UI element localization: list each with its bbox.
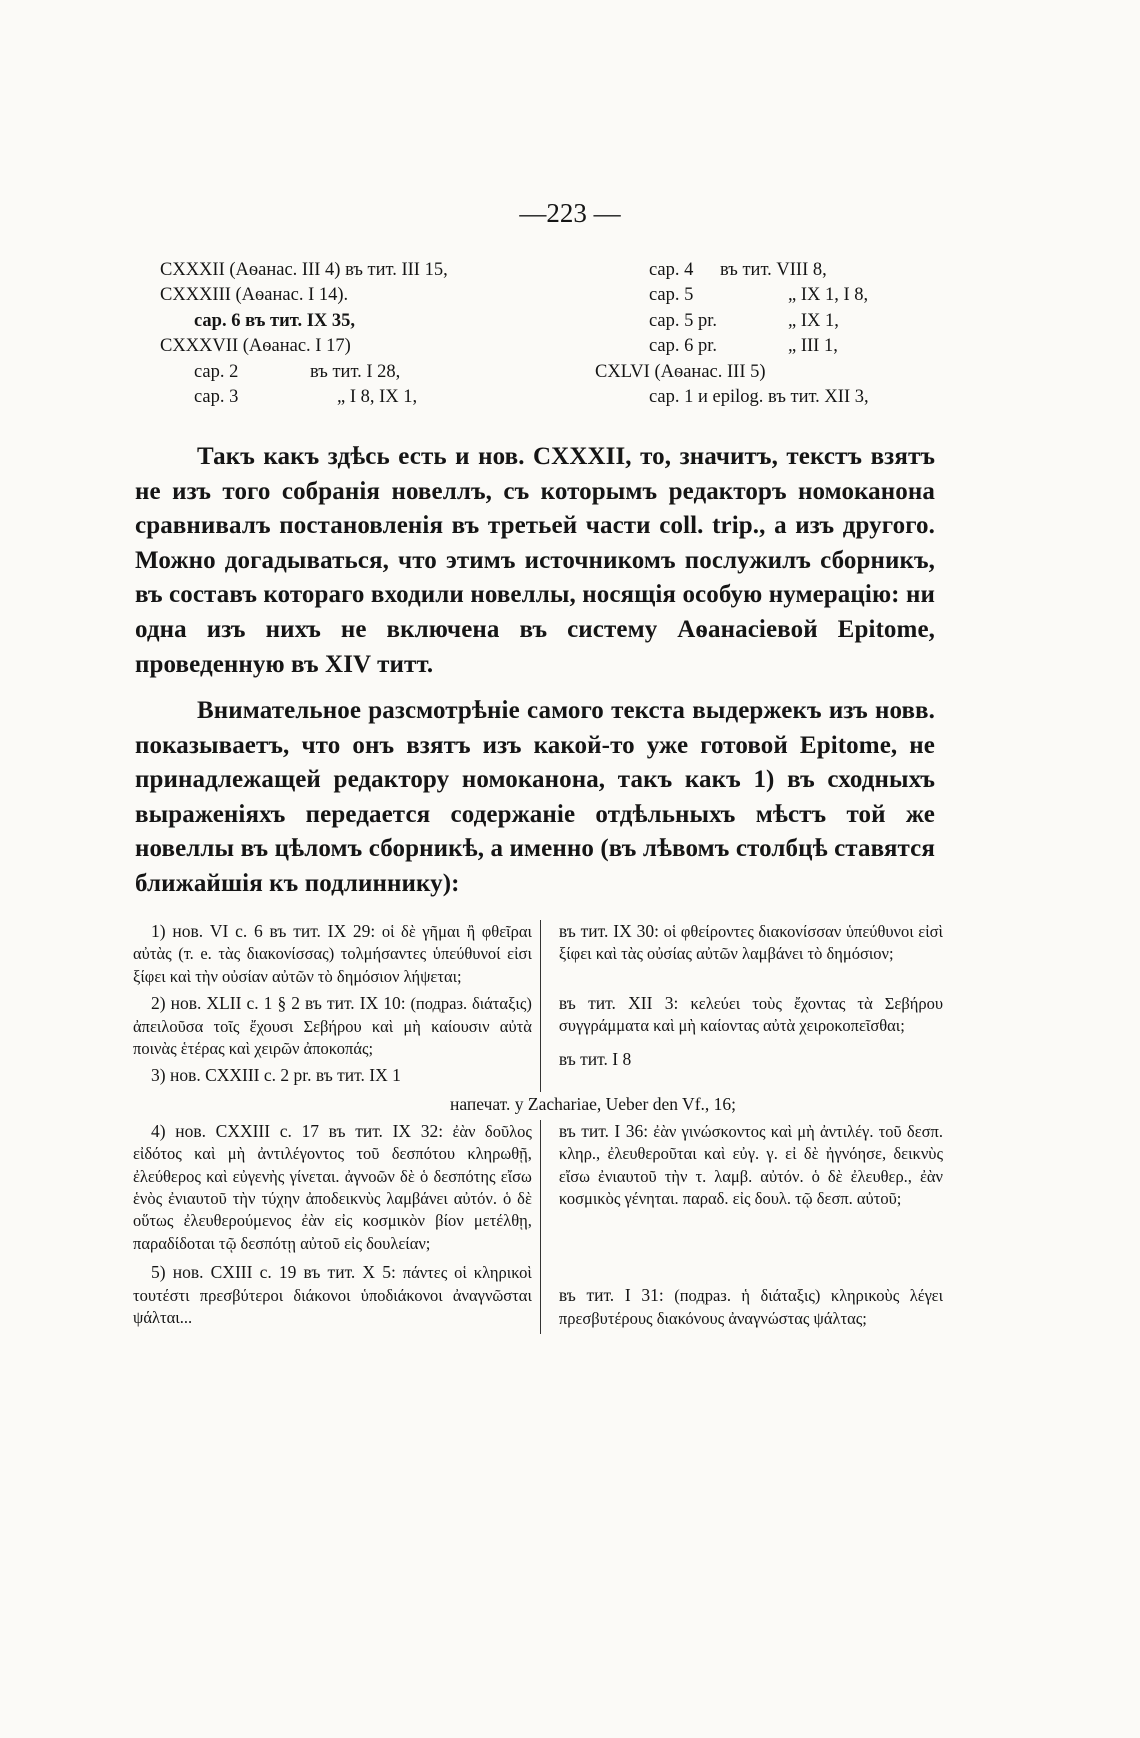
index-row: сар. 3 „ I 8, IX 1, (194, 386, 418, 407)
index-row: CXXXVII (Аѳанас. I 17) (160, 336, 351, 357)
quote-item: въ тит. XII 3: κελεύει τοὺς ἔχοντας τὰ Σεβήρου συγγράμματα καὶ μὴ καίοντας αὐτὰ χειροκοπεῖσθαι; (558, 992, 943, 1036)
printed-reference: напечат. у Zachariae, Ueber den Vf., 16; (449, 1093, 737, 1114)
index-right-column (595, 258, 1015, 410)
index-row: сар. 2 въ тит. I 28, (194, 361, 401, 382)
quote-item: въ тит. IX 30: οἱ φθείροντες διακονίσσαν ὑπεύθυνοι εἰσὶ ξίφει καὶ τὰς οὐσίας αὐτῶν λαμβάνει τὸ δημόσιον; (558, 921, 943, 964)
quote-right (540, 920, 943, 1092)
index-row: сар. 5 „ IX 1, I 8, (649, 285, 869, 306)
parallel-quotes (133, 920, 943, 1334)
quote-left (133, 920, 532, 1092)
index-row: CXXXII (Аѳанас. III 4) въ тит. III 15, (160, 260, 448, 280)
quote-item: въ тит. I 36: ἐὰν γινώσκοντος καὶ μὴ ἀντιλέγ. τοῦ δεσπ. κληρ., ἐλευθεροῦται καὶ εὐγ. γ. εἰ δὲ ἠγνόησε, δεικνὺς εἴσω ἐνιαυτοῦ τὴν τ. λαμβ. αὐτόν. ὁ δὲ ἐλευθερ., ἐὰν κοσμικὸς γένηται. παραδ. εἰς δουλ. τῷ δεσπ. αὐτοῦ; (558, 1120, 943, 1209)
index-left-column (160, 258, 560, 410)
quote-item: 1) нов. VI с. 6 въ тит. IX 29: οἱ δὲ γῆμαι ἢ φθεῖραι αὐτὰς (т. е. τὰς διακονίσσας) τολμήσαντες ὑπεύθυνοί εἰσι ξίφει καὶ τὴν οὐσίαν αὐτῶν τὸ δημόσιον λήψεται; (133, 921, 532, 986)
index-row: CXXXIII (Аѳанас. I 14). (160, 285, 349, 306)
quote-left (133, 1120, 532, 1334)
index-row: сар. 4 въ тит. VIII 8, (649, 260, 827, 280)
index-row: сар. 5 pr. „ IX 1, (649, 310, 839, 331)
page-number: —223 — (519, 198, 621, 228)
quote-item: 5) нов. CXIII с. 19 въ тит. X 5: πάντες οἱ κληρικοὶ τουτέστι πρεσβύτεροι διάκονοι ὑποδιάκονοι ἀναγνῶσται ψάλται... (133, 1262, 532, 1328)
quote-row (133, 920, 943, 1092)
quote-item: 3) нов. CXXIII с. 2 pr. въ тит. IX 1 (151, 1065, 401, 1086)
quote-row (133, 1120, 943, 1334)
body-paragraph-2: Внимательное разсмотрѣніе самого текста выдержекъ изъ новв. показываетъ, что онъ взятъ изъ какой-то уже готовой Epitome, не принадлежащей редактору номоканона, такъ какъ 1) въ сходныхъ выраженіяхъ передается содержаніе отдѣльныхъ мѣстъ той же новеллы въ цѣломъ сборникѣ, а именно (въ лѣвомъ столбцѣ ставятся ближайшія къ подлиннику): (135, 697, 935, 897)
index-row: сар. 6 въ тит. IX 35, (194, 310, 356, 331)
quote-item: въ тит. I 31: (подраз. ἡ διάταξις) κληρικοὺς λέγει πρεσβυτέρους διακόνους ἀναγνώστας ψάλτας; (558, 1285, 944, 1328)
index-row: сар. 6 pr. „ III 1, (649, 336, 838, 357)
quote-item: 4) нов. CXXIII с. 17 въ тит. IX 32: ἐὰν δοῦλος εἰδότος καὶ μὴ ἀντιλέγοντος τοῦ δεσπότου κληρωθῇ, ἐλεύθερος καὶ εὐγενὴς γίνεται. ἀγνοῶν δὲ ὁ δεσπότης εἴσω ἑνὸς ἐνιαυτοῦ τὴν τύχην ἀποδεικνὺς λαμβάνει αὐτόν. ὁ δὲ οὕτως ἐλευθερούμενος ἐὰν εἰς κοσμικὸν βίον μετέλθῃ, παραδίδοται τῷ δεσπότῃ αὐτοῦ εἰς δουλείαν; (133, 1120, 532, 1253)
index-row: сар. 1 и epilog. въ тит. XII 3, (649, 386, 869, 407)
quote-right (540, 1120, 943, 1334)
quote-item: въ тит. I 8 (558, 1048, 632, 1069)
body-paragraph-1: Такъ какъ здѣсь есть и нов. CXXXII, то, значитъ, текстъ взятъ не изъ того собранія новеллъ, съ которымъ редакторъ номоканона сравнивалъ постановленія въ третьей части coll. trip., а изъ другого. Можно догадываться, что этимъ источникомъ послужилъ сборникъ, въ составъ котораго входили новеллы, носящія особую нумерацію: ни одна изъ нихъ не включена въ систему Аѳанасіевой Epitome, проведенную въ XIV титт. (135, 443, 935, 678)
quote-item: 2) нов. XLII с. 1 § 2 въ тит. IX 10: (подраз. διάταξις) ἀπειλοῦσα τοῖς ἔχουσι Σεβήρου καὶ μὴ καίουσιν αὐτὰ ποινὰς ἑτέρας καὶ χειρῶν ἀποκοπάς; (133, 993, 532, 1059)
index-row: CXLVI (Аѳанас. III 5) (595, 361, 766, 382)
